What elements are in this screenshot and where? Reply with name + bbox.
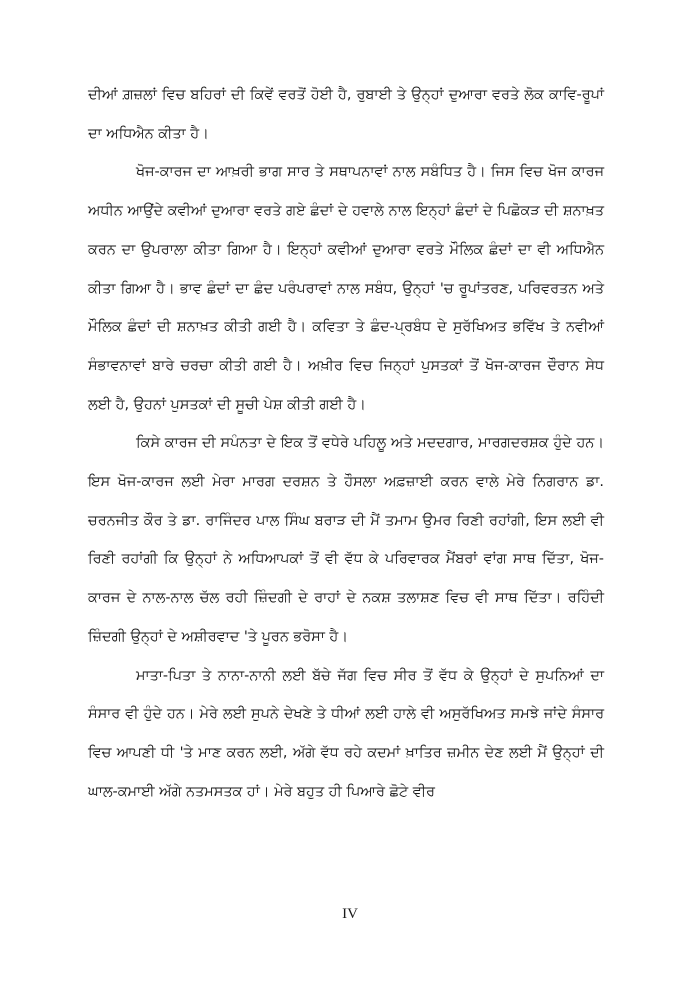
page-number: IV: [342, 906, 358, 922]
body-text: [88, 76, 604, 811]
paragraph-research-summary: ਖੋਜ-ਕਾਰਜ ਦਾ ਆਖ਼ਰੀ ਭਾਗ ਸਾਰ ਤੇ ਸਥਾਪਨਾਵਾਂ ਨਾਲ ਸਬੰਧਿਤ ਹੈ। ਜਿਸ ਵਿਚ ਖੋਜ ਕਾਰਜ ਅਧੀਨ ਆਉਂਦੇ ਕਵੀਆਂ ਦੁਆਰਾ ਵਰਤੇ ਗਏ ਛੰਦਾਂ ਦੇ ਹਵਾਲੇ ਨਾਲ ਇਨ੍ਹਾਂ ਛੰਦਾਂ ਦੇ ਪਿਛੋਕੜ ਦੀ ਸ਼ਨਾਖ਼ਤ ਕਰਨ ਦਾ ਉਪਰਾਲਾ ਕੀਤਾ ਗਿਆ ਹੈ। ਇਨ੍ਹਾਂ ਕਵੀਆਂ ਦੁਆਰਾ ਵਰਤੇ ਮੌਲਿਕ ਛੰਦਾਂ ਦਾ ਵੀ ਅਧਿਐਨ ਕੀਤਾ ਗਿਆ ਹੈ। ਭਾਵ ਛੰਦਾਂ ਦਾ ਛੰਦ ਪਰੰਪਰਾਵਾਂ ਨਾਲ ਸਬੰਧ, ਉਨ੍ਹਾਂ 'ਚ ਰੂਪਾਂਤਰਣ, ਪਰਿਵਰਤਨ ਅਤੇ ਮੌਲਿਕ ਛੰਦਾਂ ਦੀ ਸ਼ਨਾਖ਼ਤ ਕੀਤੀ ਗਈ ਹੈ। ਕਵਿਤਾ ਤੇ ਛੰਦ-ਪ੍ਰਬੰਧ ਦੇ ਸੁਰੱਖਿਅਤ ਭਵਿੱਖ ਤੇ ਨਵੀਆਂ ਸੰਭਾਵਨਾਵਾਂ ਬਾਰੇ ਚਰਚਾ ਕੀਤੀ ਗਈ ਹੈ। ਅਖ਼ੀਰ ਵਿਚ ਜਿਨ੍ਹਾਂ ਪੁਸਤਕਾਂ ਤੋਂ ਖੋਜ-ਕਾਰਜ ਦੌਰਾਨ ਸੇਧ ਲਈ ਹੈ, ਉਹਨਾਂ ਪੁਸਤਕਾਂ ਦੀ ਸੂਚੀ ਪੇਸ਼ ਕੀਤੀ ਗਈ ਹੈ।: [88, 164, 604, 413]
paragraph-acknowledgement-supervisors: ਕਿਸੇ ਕਾਰਜ ਦੀ ਸਪੰਨਤਾ ਦੇ ਇਕ ਤੋਂ ਵਧੇਰੇ ਪਹਿਲੂ ਅਤੇ ਮਦਦਗਾਰ, ਮਾਰਗਦਰਸ਼ਕ ਹੁੰਦੇ ਹਨ। ਇਸ ਖੋਜ-ਕਾਰਜ ਲਈ ਮੇਰਾ ਮਾਰਗ ਦਰਸ਼ਨ ਤੇ ਹੌਸਲਾ ਅਫ਼ਜ਼ਾਈ ਕਰਨ ਵਾਲੇ ਮੇਰੇ ਨਿਗਰਾਨ ਡਾ. ਚਰਨਜੀਤ ਕੌਰ ਤੇ ਡਾ. ਰਾਜਿੰਦਰ ਪਾਲ ਸਿੰਘ ਬਰਾੜ ਦੀ ਮੈਂ ਤਮਾਮ ਉਮਰ ਰਿਣੀ ਰਹਾਂਗੀ, ਇਸ ਲਈ ਵੀ ਰਿਣੀ ਰਹਾਂਗੀ ਕਿ ਉਨ੍ਹਾਂ ਨੇ ਅਧਿਆਪਕਾਂ ਤੋਂ ਵੀ ਵੱਧ ਕੇ ਪਰਿਵਾਰਕ ਮੈਂਬਰਾਂ ਵਾਂਗ ਸਾਥ ਦਿੱਤਾ, ਖੋਜ-ਕਾਰਜ ਦੇ ਨਾਲ-ਨਾਲ ਚੱਲ ਰਹੀ ਜ਼ਿੰਦਗੀ ਦੇ ਰਾਹਾਂ ਦੇ ਨਕਸ਼ ਤਲਾਸ਼ਣ ਵਿਚ ਵੀ ਸਾਥ ਦਿੱਤਾ। ਰਹਿੰਦੀ ਜ਼ਿੰਦਗੀ ਉਨ੍ਹਾਂ ਦੇ ਅਸ਼ੀਰਵਾਦ 'ਤੇ ਪੂਰਨ ਭਰੋਸਾ ਹੈ।: [88, 435, 604, 645]
paragraph-acknowledgement-family: ਮਾਤਾ-ਪਿਤਾ ਤੇ ਨਾਨਾ-ਨਾਨੀ ਲਈ ਬੱਚੇ ਜੱਗ ਵਿਚ ਸੀਰ ਤੋਂ ਵੱਧ ਕੇ ਉਨ੍ਹਾਂ ਦੇ ਸੁਪਨਿਆਂ ਦਾ ਸੰਸਾਰ ਵੀ ਹੁੰਦੇ ਹਨ। ਮੇਰੇ ਲਈ ਸੁਪਨੇ ਦੇਖਣੇ ਤੇ ਧੀਆਂ ਲਈ ਹਾਲੇ ਵੀ ਅਸੁਰੱਖਿਅਤ ਸਮਝੇ ਜਾਂਦੇ ਸੰਸਾਰ ਵਿਚ ਆਪਣੀ ਧੀ 'ਤੇ ਮਾਣ ਕਰਨ ਲਈ, ਅੱਗੇ ਵੱਧ ਰਹੇ ਕਦਮਾਂ ਖ਼ਾਤਿਰ ਜ਼ਮੀਨ ਦੇਣ ਲਈ ਮੈਂ ਉਨ੍ਹਾਂ ਦੀ ਘਾਲ-ਕਮਾਈ ਅੱਗੇ ਨਤਮਸਤਕ ਹਾਂ। ਮੇਰੇ ਬਹੁਤ ਹੀ ਪਿਆਰੇ ਛੋਟੇ ਵੀਰ: [88, 667, 604, 800]
paragraph-continuation: ਦੀਆਂ ਗ਼ਜ਼ਲਾਂ ਵਿਚ ਬਹਿਰਾਂ ਦੀ ਕਿਵੇਂ ਵਰਤੋਂ ਹੋਈ ਹੈ, ਰੁਬਾਈ ਤੇ ਉਨ੍ਹਾਂ ਦੁਆਰਾ ਵਰਤੇ ਲੋਕ ਕਾਵਿ-ਰੂਪਾਂ ਦਾ ਅਧਿਐਨ ਕੀਤਾ ਹੈ।: [88, 87, 604, 142]
